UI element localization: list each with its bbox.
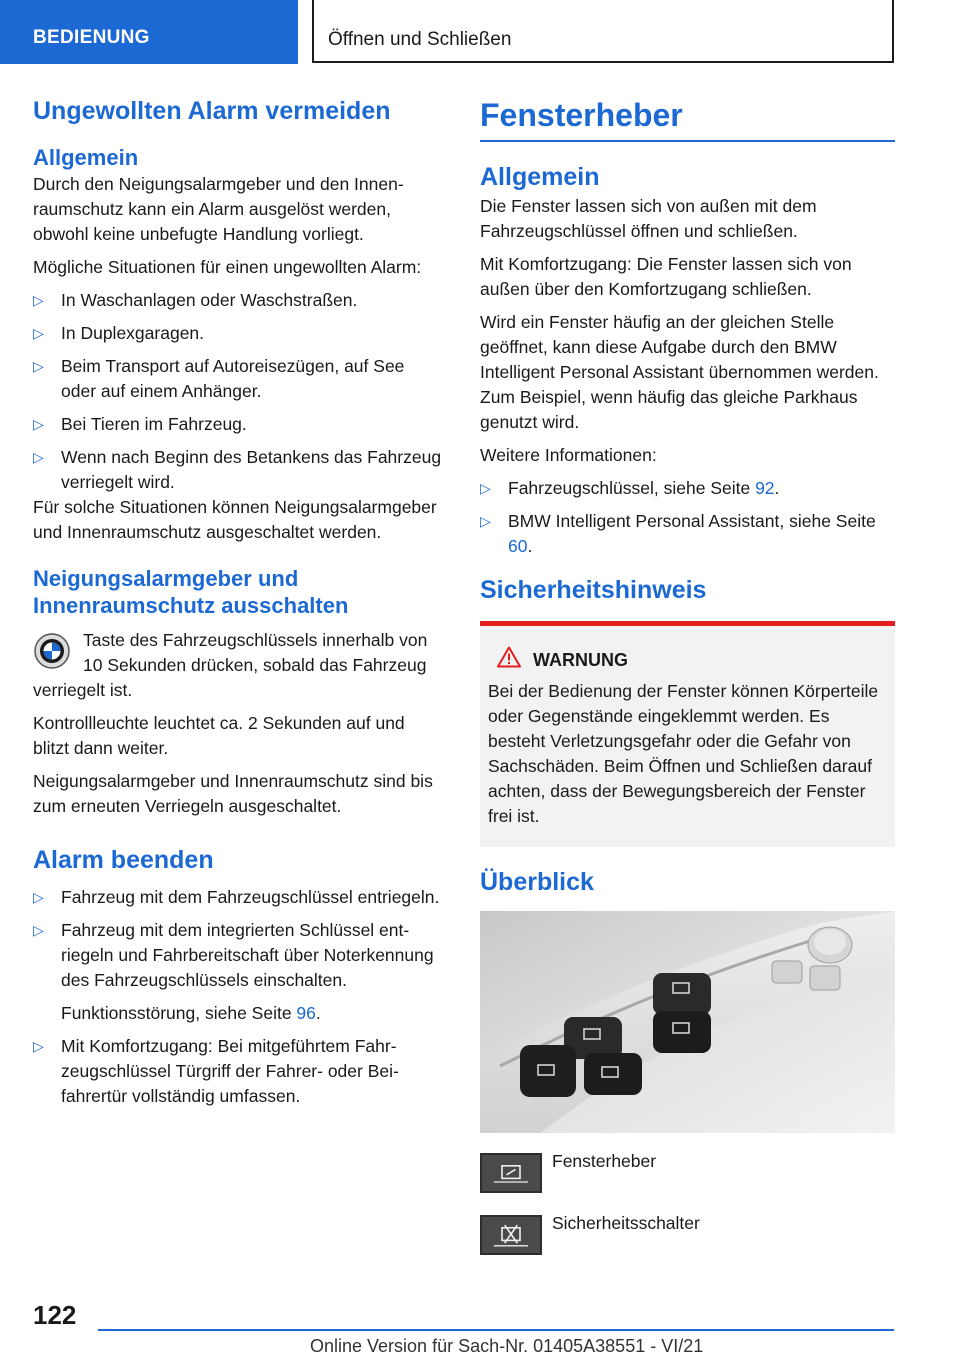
footer-text: Online Version für Sach-Nr. 01405A38551 - VI/21	[310, 1336, 704, 1356]
heading-allgemein-right: Allgemein	[480, 163, 600, 192]
paragraph: Taste des Fahrzeugschlüssels innerhalb von 10 Sekunden drücken, sobald das Fahrzeug verriegelt ist.	[33, 629, 428, 700]
page-ref-link[interactable]: 92	[755, 477, 775, 498]
heading-ueberblick: Überblick	[480, 867, 594, 896]
list-item: ▷ Fahrzeug mit dem Fahrzeugschlüssel entriegeln.	[33, 885, 443, 910]
list-item: ▷ Fahrzeugschlüssel, siehe Seite 92.	[480, 476, 895, 501]
triangle-right-icon: ▷	[480, 479, 491, 496]
warning-box	[480, 621, 895, 847]
warning-text: Bei der Bedienung der Fenster können Körperteile oder Gegenstände eingeklemmt werden. Es besteht Verletzungsgefahr oder die Gefahr von Sachschäden. Beim Öffnen und Schließen darauf achten, dass der Bewegungsbereich der Fenster frei ist.	[488, 680, 879, 826]
paragraph: Weitere Informationen:	[480, 444, 657, 465]
page-number: 122	[33, 1300, 77, 1330]
paragraph: Wird ein Fenster häufig an der gleichen Stelle geöffnet, kann diese Aufgabe durch den BMW Intelligent Personal Assistant übernommen werden. Zum Beispiel, wenn häufig das gleiche Parkhaus genutzt wird.	[480, 311, 879, 432]
footer-divider	[98, 1329, 894, 1331]
list-item: ▷ Fahrzeug mit dem integrierten Schlüssel entriegeln und Fahrbereitschaft über Noterkennung des Fahrzeugschlüssels einschalten. Funktionsstörung, siehe Seite 96.	[33, 919, 434, 1023]
list-item: ▷ In Waschanlagen oder Waschstraßen.	[33, 288, 443, 313]
triangle-right-icon: ▷	[33, 291, 44, 308]
legend-row	[480, 1150, 895, 1215]
alarm-end-list	[33, 885, 443, 1109]
right-column	[480, 96, 895, 1277]
window-switch	[520, 1045, 576, 1097]
paragraph: Für solche Situationen können Neigungsalarmgeber und Innenraumschutz ausgeschaltet werden.	[33, 496, 437, 542]
heading-allgemein-left: Allgemein	[33, 145, 139, 170]
info-list	[480, 476, 895, 559]
key-instruction	[33, 628, 443, 703]
list-item: ▷ Mit Komfortzugang: Bei mitgeführtem Fahrzeugschlüssel Türgriff der Fahrer- oder Beifahrertür vollständig umfassen.	[33, 1035, 399, 1106]
triangle-right-icon: ▷	[33, 324, 44, 341]
triangle-right-icon: ▷	[480, 512, 491, 529]
list-item: ▷ Bei Tieren im Fahrzeug.	[33, 412, 443, 437]
triangle-right-icon: ▷	[33, 921, 44, 938]
paragraph: Durch den Neigungsalarmgeber und den Innenraumschutz kann ein Alarm ausgelöst werden, obwohl keine unbefugte Handlung vorliegt.	[33, 173, 404, 244]
page-ref-link[interactable]: 60	[508, 535, 528, 556]
list-item: ▷ In Duplexgaragen.	[33, 321, 443, 346]
triangle-right-icon: ▷	[33, 1037, 44, 1054]
list-item: ▷ Wenn nach Beginn des Betankens das Fahrzeug verriegelt wird.	[33, 446, 442, 492]
header-chapter-box	[312, 0, 894, 63]
legend-label: Sicherheitsschalter	[552, 1212, 700, 1233]
triangle-right-icon: ▷	[33, 415, 44, 432]
paragraph: Die Fenster lassen sich von außen mit dem Fahrzeugschlüssel öffnen und schließen.	[480, 195, 817, 241]
triangle-right-icon: ▷	[33, 357, 44, 374]
paragraph: Kontrollleuchte leuchtet ca. 2 Sekunden auf und blitzt dann weiter.	[33, 712, 405, 758]
window-lifter-icon	[480, 1153, 542, 1193]
window-switch	[653, 973, 711, 1053]
heading-ausschalten: Neigungsalarmgeber und Innenraumschutz ausschalten	[33, 565, 349, 618]
header-section-label: BEDIENUNG	[33, 27, 150, 48]
paragraph: Mit Komfortzugang: Die Fenster lassen sich von außen über den Komfortzugang schließen.	[480, 253, 852, 299]
list-item: ▷ Beim Transport auf Autoreisezügen, auf See oder auf einem Anhänger.	[33, 355, 405, 401]
triangle-right-icon: ▷	[33, 448, 44, 465]
paragraph: Mögliche Situationen für einen ungewollten Alarm:	[33, 256, 422, 277]
header-chapter-label: Öffnen und Schließen	[328, 29, 512, 50]
header-section-tab	[0, 0, 298, 64]
safety-switch-icon	[480, 1215, 542, 1255]
warning-title: WARNUNG	[533, 648, 885, 673]
situations-list	[33, 288, 443, 495]
warning-triangle-icon	[497, 646, 521, 668]
list-item: ▷ BMW Intelligent Personal Assistant, siehe Seite 60.	[480, 510, 876, 556]
heading-fensterheber: Fensterheber	[480, 96, 895, 142]
page-ref-link[interactable]: 96	[296, 1002, 316, 1023]
legend-label: Fensterheber	[552, 1150, 657, 1171]
legend-row	[480, 1212, 895, 1277]
heading-alarm-vermeiden: Ungewollten Alarm vermeiden	[33, 97, 391, 125]
triangle-right-icon: ▷	[33, 888, 44, 905]
heading-alarm-beenden: Alarm beenden	[33, 845, 214, 874]
paragraph: Neigungsalarmgeber und Innenraumschutz sind bis zum erneuten Verriegeln ausgeschaltet.	[33, 770, 433, 816]
heading-sicherheitshinweis: Sicherheitshinweis	[480, 575, 707, 604]
bmw-key-icon	[33, 632, 71, 670]
window-switch-photo	[480, 911, 895, 1133]
left-column	[33, 96, 443, 1117]
